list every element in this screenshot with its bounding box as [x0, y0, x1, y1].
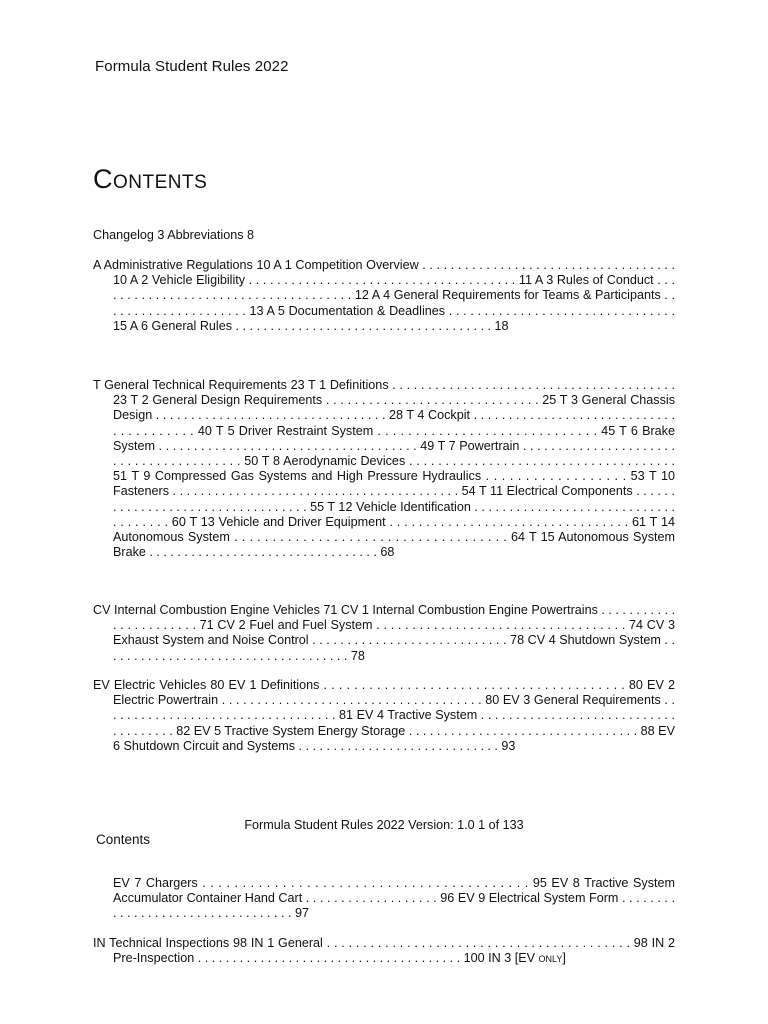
toc-entry-section-in[interactable] [93, 936, 675, 966]
page-footer: Formula Student Rules 2022 Version: 1.0 1 of 133 [244, 818, 524, 832]
document-header: Formula Student Rules 2022 [95, 58, 289, 75]
toc-entry-section-ev-continued[interactable]: EV 7 Chargers . . . . . . . . . . . . . . . . . . . . . . . . . . . . . . . . . . . . . . . . . 95 EV 8 Tractive System Accumulator Container Hand Cart . . . . . . . . . . . . . . . . . . . 96 EV 9 Electrical System Form . . . . . . . . . . . . . . . . . . . . . . . . . . . . . . . . . . 97 [113, 876, 675, 921]
toc-entry-section-ev[interactable]: EV Electric Vehicles 80 EV 1 Definitions . . . . . . . . . . . . . . . . . . . . . . . . . . . . . . . . . . . . . . . . 80 EV 2 Electric Powertrain . . . . . . . . . . . . . . . . . . . . . . . . . . . . . . . . . . . . . 80 EV 3 General Requirements . . . . . . . . . . . . . . . . . . . . . . . . . . . . . . . . . . 81 EV 4 Tractive System . . . . . . . . . . . . . . . . . . . . . . . . . . . . . . . . . . . . . 82 EV 5 Tractive System Energy Storage . . . . . . . . . . . . . . . . . . . . . . . . . . . . . . . . . 88 EV 6 Shutdown Circuit and Systems . . . . . . . . . . . . . . . . . . . . . . . . . . . . . 93 [93, 678, 675, 753]
contents-heading: Contents [93, 164, 208, 194]
toc-entry-in-smallcaps: only [538, 951, 563, 966]
toc-entry-in-bracket: ] [562, 951, 566, 966]
toc-entry-intro[interactable]: Changelog 3 Abbreviations 8 [93, 228, 255, 242]
toc-entry-section-t[interactable]: T General Technical Requirements 23 T 1 Definitions . . . . . . . . . . . . . . . . . . . . . . . . . . . . . . . . . . . . . . . . 23 T 2 General Design Requirements . . . . . . . . . . . . . . . . . . . . . . . . . . . . . . 25 T 3 General Chassis Design . . . . . . . . . . . . . . . . . . . . . . . . . . . . . . . . . 28 T 4 Cockpit . . . . . . . . . . . . . . . . . . . . . . . . . . . . . . . . . . . . . . . . 40 T 5 Driver Restraint System . . . . . . . . . . . . . . . . . . . . . . . . . . . . . 45 T 6 Brake System . . . . . . . . . . . . . . . . . . . . . . . . . . . . . . . . . . . . . 49 T 7 Powertrain . . . . . . . . . . . . . . . . . . . . . . . . . . . . . . . . . . . . . . . . 50 T 8 Aerodynamic Devices . . . . . . . . . . . . . . . . . . . . . . . . . . . . . . . . . . . . . 51 T 9 Compressed Gas Systems and High Pressure Hydraulics . . . . . . . . . . . . . . . . . . 53 T 10 Fasteners . . . . . . . . . . . . . . . . . . . . . . . . . . . . . . . . . . . . . . . . . 54 T 11 Electrical Components . . . . . . . . . . . . . . . . . . . . . . . . . . . . . . . . . . 55 T 12 Vehicle Identification . . . . . . . . . . . . . . . . . . . . . . . . . . . . . . . . . . . . . 60 T 13 Vehicle and Driver Equipment . . . . . . . . . . . . . . . . . . . . . . . . . . . . . . . . . 61 T 14 Autonomous System . . . . . . . . . . . . . . . . . . . . . . . . . . . . . . . . . . . . 64 T 15 Autonomous System Brake . . . . . . . . . . . . . . . . . . . . . . . . . . . . . . . . . 68 [93, 378, 675, 560]
toc-entry-section-cv[interactable]: CV Internal Combustion Engine Vehicles 71 CV 1 Internal Combustion Engine Powertrains . . . . . . . . . . . . . . . . . . . . . . . 71 CV 2 Fuel and Fuel System . . . . . . . . . . . . . . . . . . . . . . . . . . . . . . . . . . . 74 CV 3 Exhaust System and Noise Control . . . . . . . . . . . . . . . . . . . . . . . . . . . . 78 CV 4 Shutdown System . . . . . . . . . . . . . . . . . . . . . . . . . . . . . . . . . . . . 78 [93, 603, 675, 663]
toc-entry-in-text: IN Technical Inspections 98 IN 1 General . . . . . . . . . . . . . . . . . . . . . . . . . . . . . . . . . . . . . . . . . . 98 IN 2 Pre-Inspection . . . . . . . . . . . . . . . . . . . . . . . . . . . . . . . . . . . . . . 100 IN 3 [EV [93, 936, 675, 966]
toc-entry-section-a[interactable]: A Administrative Regulations 10 A 1 Competition Overview . . . . . . . . . . . . . . . . . . . . . . . . . . . . . . . . . . . . 10 A 2 Vehicle Eligibility . . . . . . . . . . . . . . . . . . . . . . . . . . . . . . . . . . . . . . 11 A 3 Rules of Conduct . . . . . . . . . . . . . . . . . . . . . . . . . . . . . . . . . . . . . 12 A 4 General Requirements for Teams & Participants . . . . . . . . . . . . . . . . . . . . . 13 A 5 Documentation & Deadlines . . . . . . . . . . . . . . . . . . . . . . . . . . . . . . . . 15 A 6 General Rules . . . . . . . . . . . . . . . . . . . . . . . . . . . . . . . . . . . . . 18 [93, 258, 675, 333]
running-head: Contents [96, 832, 151, 847]
